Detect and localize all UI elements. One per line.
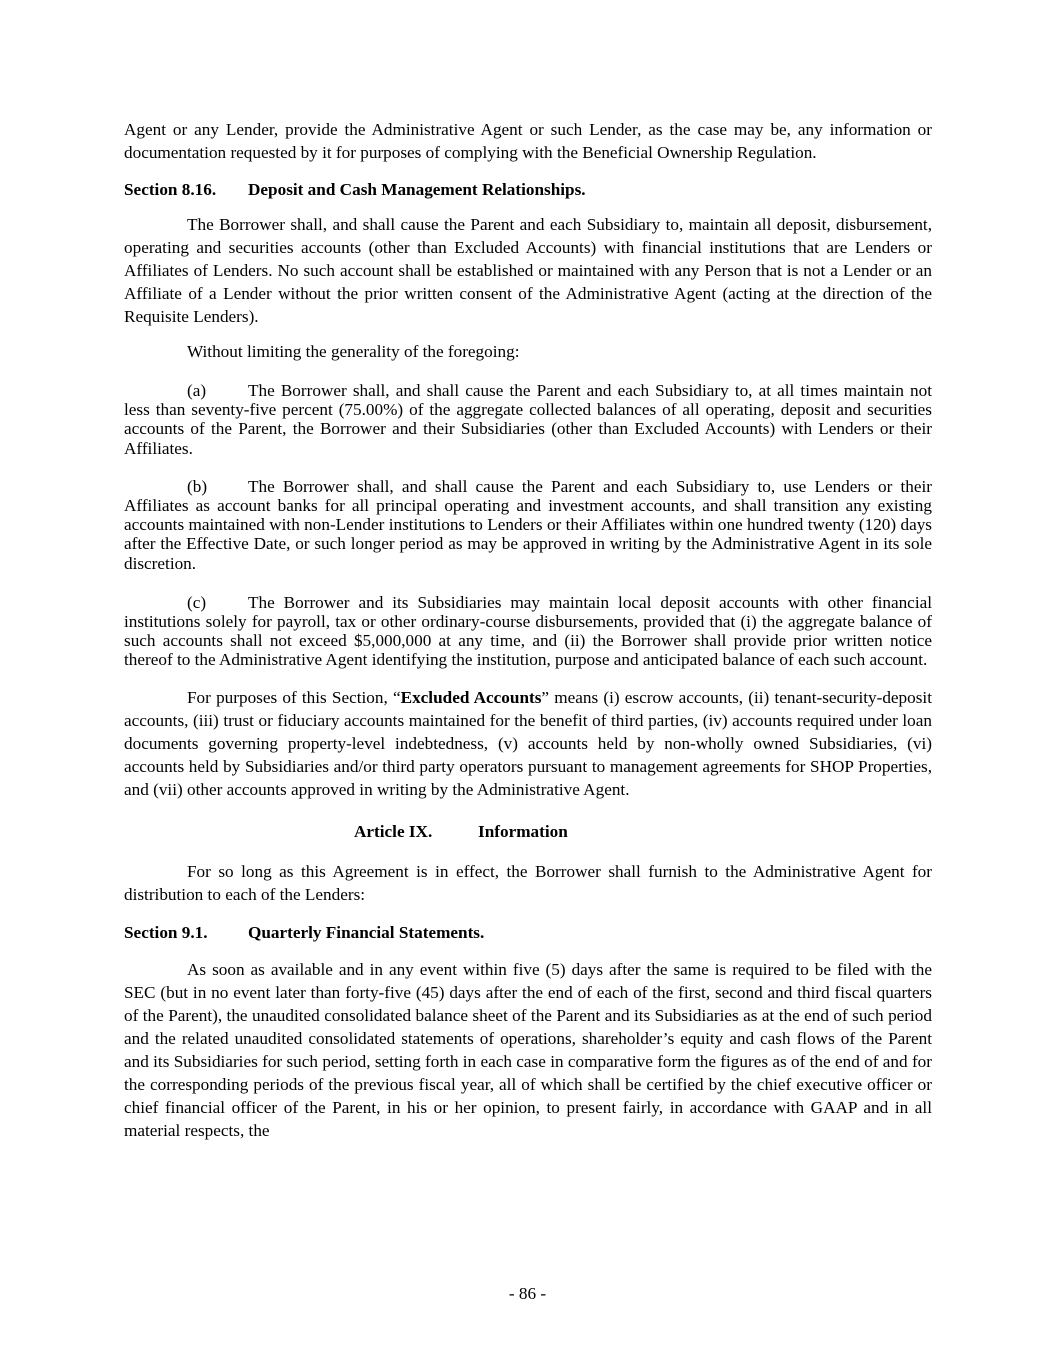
- list-item-text: The Borrower shall, and shall cause the Parent and each Subsidiary to, use Lenders or their Affiliates as account banks for all principal operating and investment accounts, and shall transition any existing accounts maintained with non-Lender institutions to Lenders or their Affiliates within one hundred twenty (120) days after the Effective Date, or such longer period as may be approved in writing by the Administrative Agent in its sole discretion.: [124, 476, 932, 573]
- list-item-label: (c): [187, 592, 207, 612]
- paragraph-furnish: For so long as this Agreement is in effect, the Borrower shall furnish to the Administrative Agent for distribution to each of the Lenders:: [124, 861, 932, 904]
- section-title: Deposit and Cash Management Relationships.: [248, 180, 586, 199]
- section-number: Section 9.1.: [124, 922, 208, 942]
- list-item-label: (a): [187, 381, 207, 400]
- document-page: [124, 118, 932, 1142]
- section-8-16-heading: [124, 178, 932, 201]
- list-item-label: (b): [187, 476, 208, 496]
- excluded-accounts-pre: For purposes of this Section, “: [187, 687, 401, 707]
- defined-term: Excluded Accounts: [400, 687, 542, 707]
- section-number: Section 8.16.: [124, 180, 217, 199]
- paragraph-beneficial-ownership: Agent or any Lender, provide the Administrative Agent or such Lender, as the case may be, any information or documentation requested by it for purposes of complying with the Beneficial Ownership Regulation.: [124, 120, 932, 162]
- page-number: - 86 -: [508, 1284, 547, 1303]
- list-item-b: [124, 477, 932, 573]
- section-9-1-heading: [124, 921, 932, 944]
- paragraph-deposit-accounts: The Borrower shall, and shall cause the Parent and each Subsidiary to, maintain all deposit, disbursement, operating and securities accounts (other than Excluded Accounts) with financial institutions that are Lenders or Affiliates of Lenders. No such account shall be established or maintained with any Person that is not a Lender or an Affiliate of a Lender without the prior written consent of the Administrative Agent (acting at the direction of the Requisite Lenders).: [124, 215, 932, 326]
- list-item-c: [124, 593, 932, 670]
- excluded-accounts-post: ” means (i) escrow accounts, (ii) tenant-security-deposit accounts, (iii) trust or fiduciary accounts maintained for the benefit of third parties, (iv) accounts required under loan documents governing property-level indebtedness, (v) accounts held by non-wholly owned Subsidiaries, (vi) accounts held by Subsidiaries and/or third party operators pursuant to management agreements for SHOP Properties, and (vii) other accounts approved in writing by the Administrative Agent.: [124, 687, 932, 799]
- paragraph-quarterly-statements: As soon as available and in any event within five (5) days after the same is required to be filed with the SEC (but in no event later than forty-five (45) days after the end of each of the first, second and third fiscal quarters of the Parent), the unaudited consolidated balance sheet of the Parent and its Subsidiaries as at the end of such period and the related unaudited consolidated statements of operations, shareholder’s equity and cash flows of the Parent and its Subsidiaries for such period, setting forth in each case in comparative form the figures as of the end of and for the corresponding periods of the previous fiscal year, all of which shall be certified by the chief executive officer or chief financial officer of the Parent, in his or her opinion, to present fairly, in accordance with GAAP and in all material respects, the: [124, 959, 932, 1140]
- list-item-text: The Borrower and its Subsidiaries may maintain local deposit accounts with other financial institutions solely for payroll, tax or other ordinary-course disbursements, provided that (i) the aggregate balance of such accounts shall not exceed $5,000,000 at any time, and (ii) the Borrower shall provide prior written notice thereof to the Administrative Agent identifying the institution, purpose and anticipated balance of each such account.: [124, 592, 932, 670]
- article-number: Article IX.: [354, 821, 433, 841]
- paragraph-without-limiting: Without limiting the generality of the foregoing:: [187, 342, 520, 361]
- section-title: Quarterly Financial Statements.: [248, 922, 485, 942]
- article-9-heading: [124, 820, 932, 843]
- paragraph-excluded-accounts: [124, 686, 932, 801]
- list-item-a: [124, 381, 932, 458]
- list-item-text: The Borrower shall, and shall cause the Parent and each Subsidiary to, at all times maintain not less than seventy-five percent (75.00%) of the aggregate collected balances of all operating, deposit and securities accounts of the Parent, the Borrower and their Subsidiaries (other than Excluded Accounts) with Lenders or their Affiliates.: [124, 381, 932, 458]
- article-title: Information: [478, 821, 568, 841]
